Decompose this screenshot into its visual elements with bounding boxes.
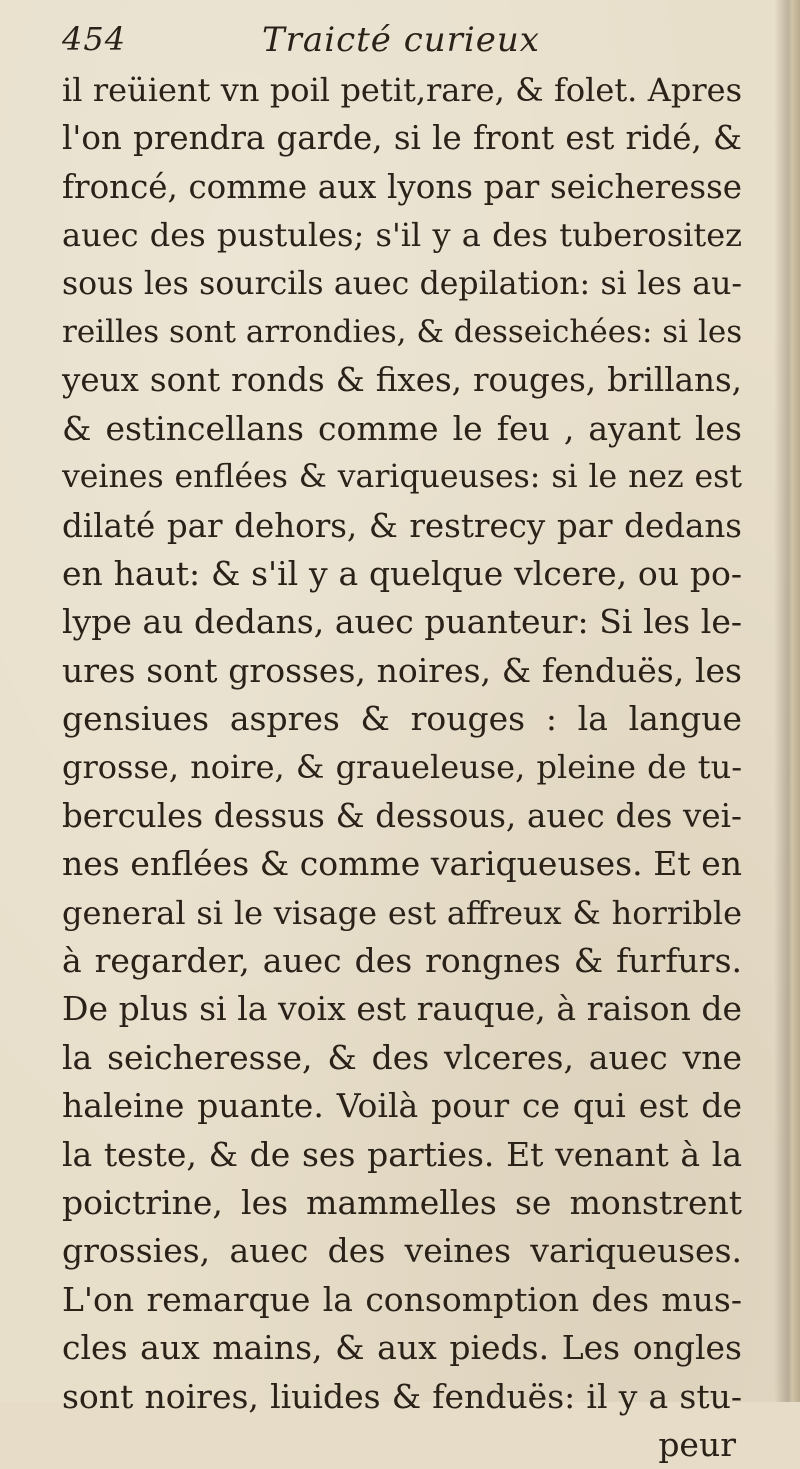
text-line: haleine puante. Voilà pour ce qui est de: [62, 1086, 742, 1126]
text-line: L'on remarque la consomption des mus-: [62, 1279, 742, 1319]
text-line: cles aux mains, & aux pieds. Les ongles: [62, 1328, 742, 1368]
text-line: lype au dedans, auec puanteur: Si les le-: [62, 602, 742, 642]
text-line: veines enflées & variqueuses: si le nez est: [62, 459, 742, 496]
text-line: la seicheresse, & des vlceres, auec vne: [62, 1037, 742, 1077]
text-line: ures sont grosses, noires, & fenduës, les: [62, 650, 742, 690]
body-text: [62, 66, 742, 1469]
text-line: auec des pustules; s'il y a des tuberositez: [62, 216, 742, 255]
text-line: dilaté par dehors, & restrecy par dedans: [62, 506, 742, 545]
text-line: bercules dessus & dessous, auec des vei-: [62, 796, 742, 835]
text-line: en haut: & s'il y a quelque vlcere, ou po-: [62, 553, 742, 593]
text-line: nes enflées & comme variqueuses. Et en: [62, 844, 742, 884]
page-binding-edge: [774, 0, 800, 1402]
text-line: froncé, comme aux lyons par seicheresse: [62, 167, 742, 206]
text-line: grosse, noire, & graueleuse, pleine de tu-: [62, 748, 742, 787]
text-line: sont noires, liuides & fenduës: il y a stu-: [62, 1376, 742, 1416]
text-line: reilles sont arrondies, & desseichées: si les: [62, 313, 742, 350]
text-line: à regarder, auec des rongnes & furfurs.: [62, 941, 742, 981]
text-line: l'on prendra garde, si le front est ridé, &: [62, 119, 742, 158]
text-line: il reüient vn poil petit,rare, & folet. Apres: [62, 71, 742, 109]
catchword: peur: [658, 1424, 736, 1464]
page-header: [62, 14, 742, 70]
page-number: 454: [62, 20, 127, 58]
running-title: Traicté curieux: [262, 20, 540, 60]
text-line: sous les sourcils auec depilation: si les au-: [62, 265, 742, 302]
text-line: De plus si la voix est rauque, à raison de: [62, 989, 742, 1029]
text-line: la teste, & de ses parties. Et venant à la: [62, 1134, 742, 1174]
text-line: poictrine, les mammelles se monstrent: [62, 1182, 742, 1222]
text-line: grossies, auec des veines variqueuses.: [62, 1231, 742, 1271]
text-line: & estincellans comme le feu , ayant les: [62, 408, 742, 448]
text-line: gensiues aspres & rouges : la langue: [62, 699, 742, 739]
text-line: general si le visage est affreux & horrible: [62, 893, 742, 932]
text-line: yeux sont ronds & fixes, rouges, brillans,: [62, 361, 742, 400]
